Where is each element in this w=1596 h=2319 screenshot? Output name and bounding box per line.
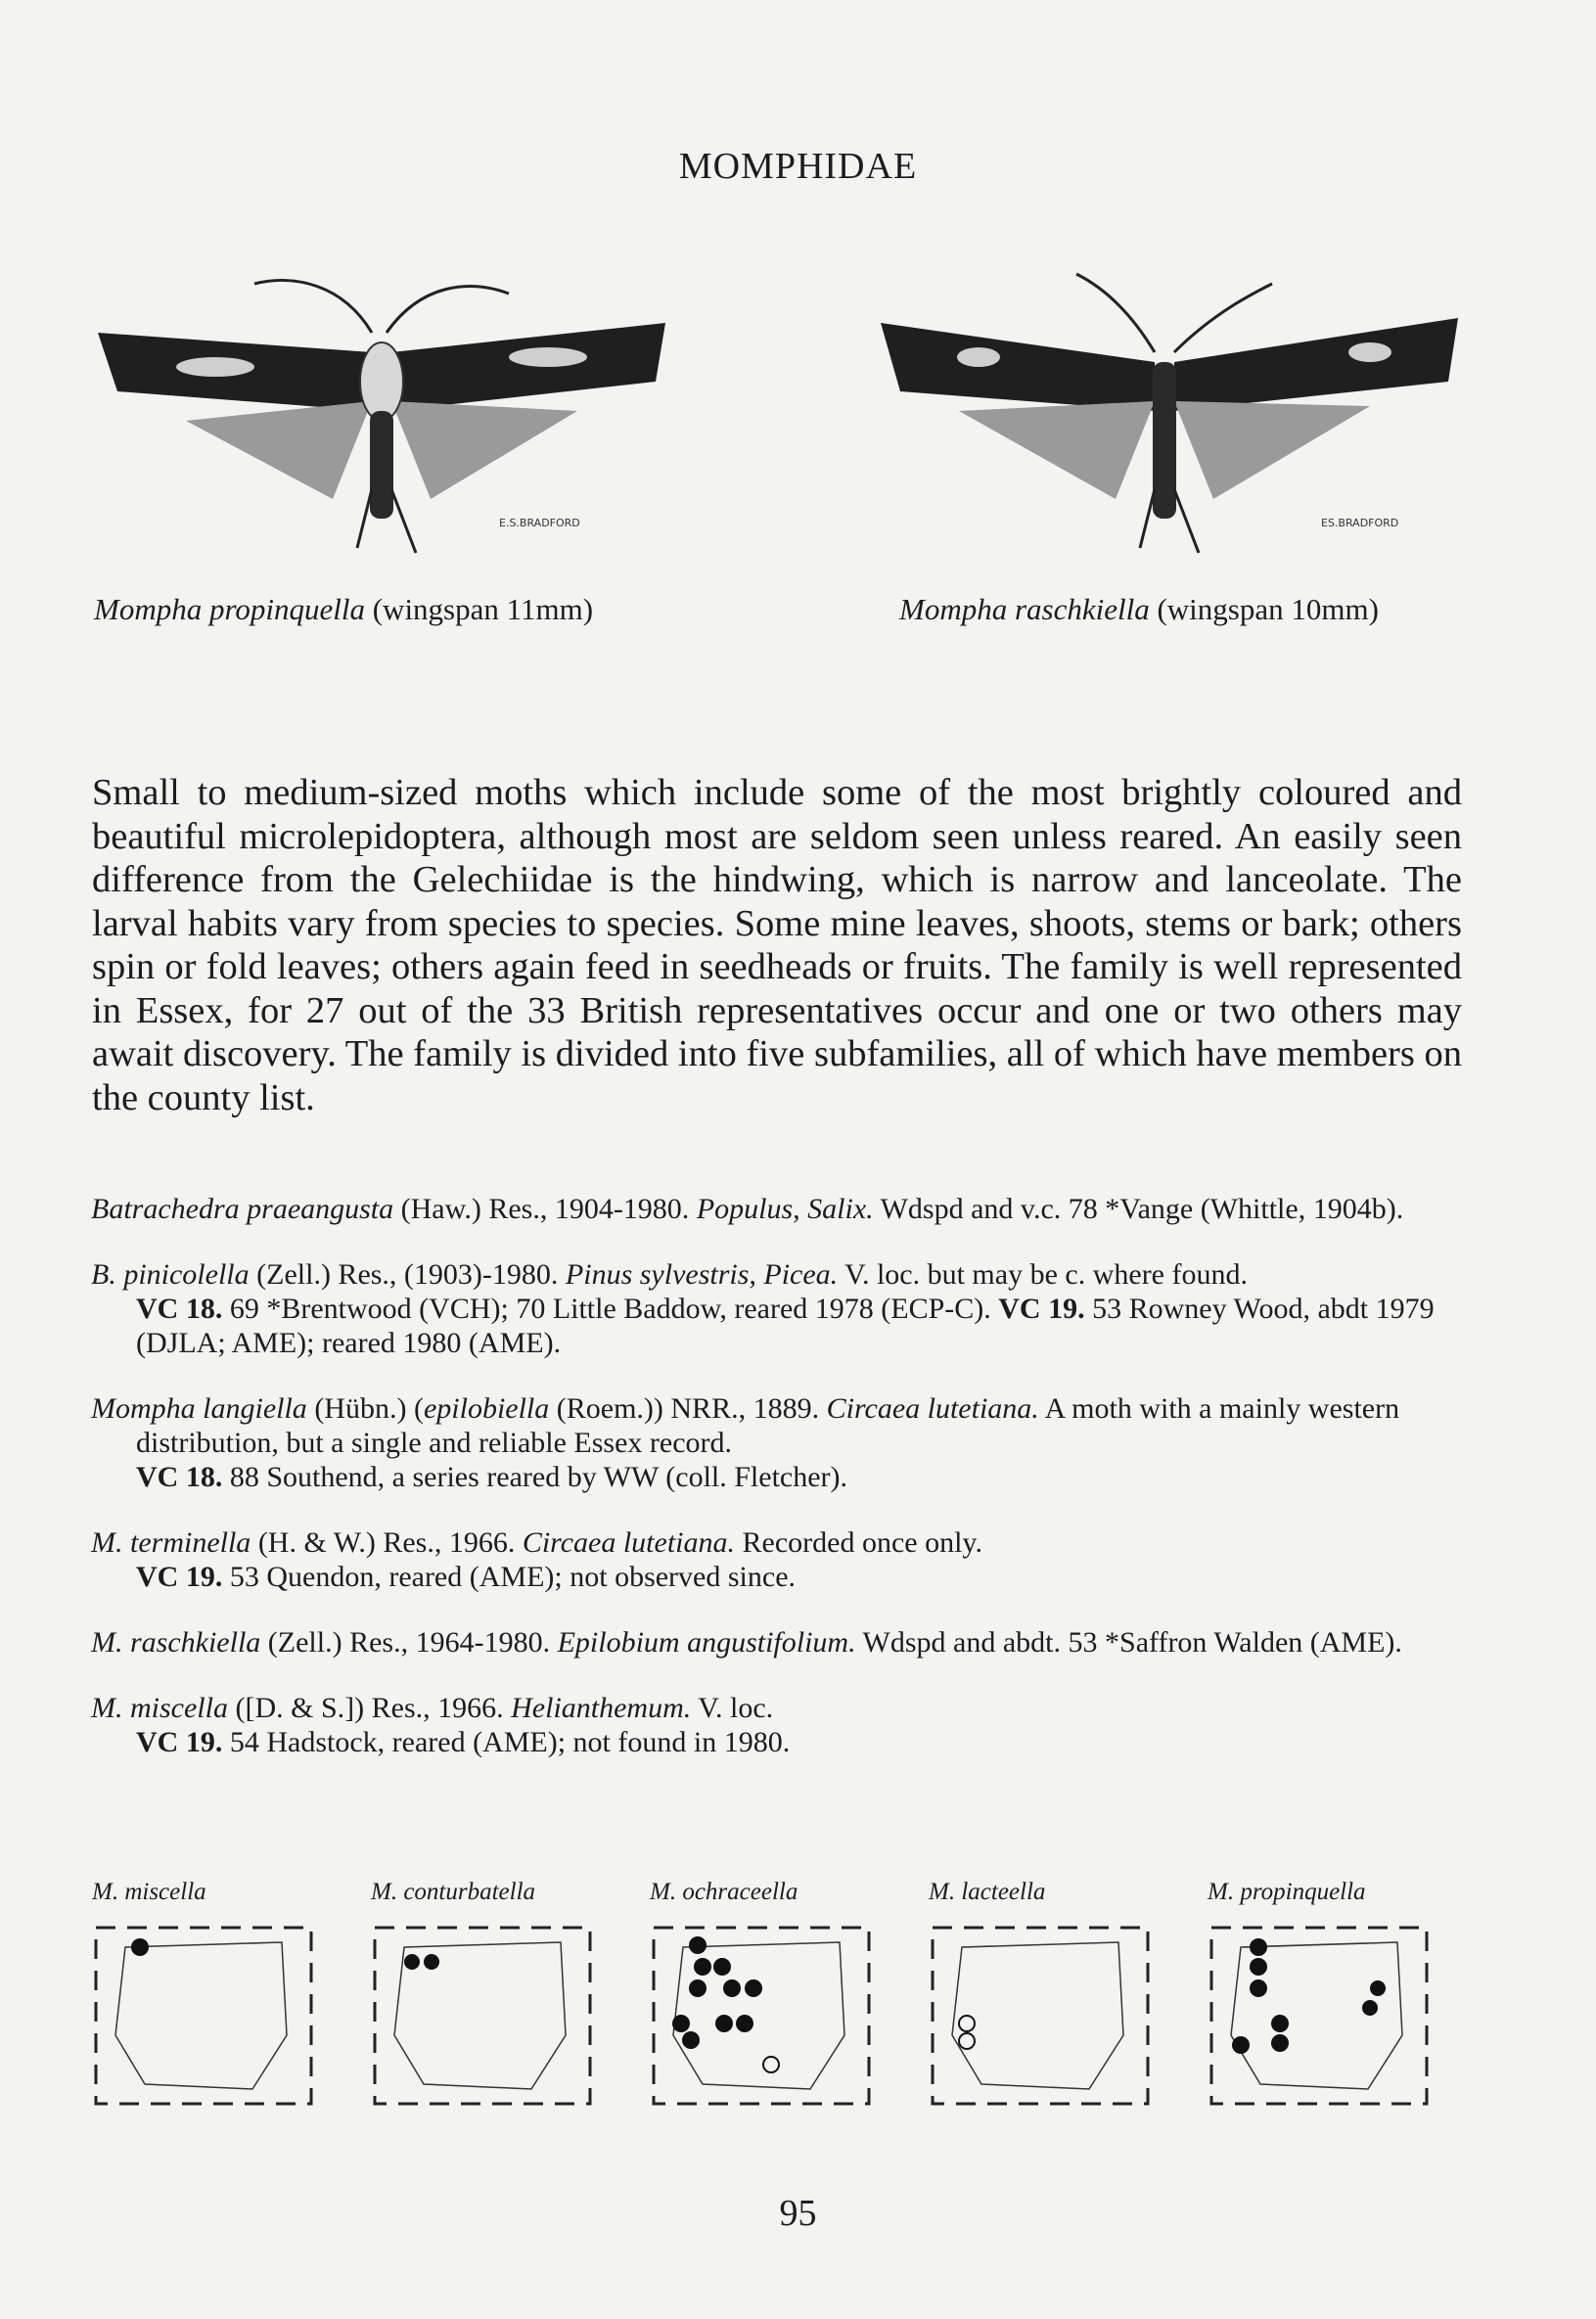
vice-county-label: VC 18.: [136, 1293, 223, 1325]
map-label: M. lacteella: [929, 1879, 1046, 1905]
species-notes: V. loc. but may be c. where found.: [838, 1258, 1248, 1291]
species-name: B. pinicolella: [91, 1258, 250, 1291]
foodplants: Circaea lutetiana.: [522, 1526, 736, 1559]
species-name: Mompha langiella: [91, 1392, 307, 1425]
species-notes: Wdspd and abdt. 53 *Saffron Walden (AME).: [855, 1626, 1402, 1659]
species-entry: [91, 1192, 1461, 1226]
vice-county-label: VC 18.: [136, 1461, 223, 1493]
caption-left-species: Mompha propinquella: [94, 592, 365, 626]
vice-county-label: VC 19.: [136, 1561, 223, 1593]
distribution-map-ochraceella: [644, 1879, 898, 2123]
distribution-map-miscella: [86, 1879, 341, 2123]
distribution-map-conturbatella: [365, 1879, 619, 2123]
species-details: (Zell.) Res., (1903)-1980.: [249, 1258, 566, 1291]
foodplants: Circaea lutetiana.: [826, 1392, 1039, 1425]
foodplants: Helianthemum.: [511, 1692, 692, 1724]
page-title: MOMPHIDAE: [678, 146, 918, 187]
map-label: M. conturbatella: [371, 1879, 536, 1905]
vice-county-records: 53 Rowney Wood, abdt 1979 (DJLA; AME); reared 1980 (AME).: [136, 1293, 1435, 1359]
map-label: M. propinquella: [1208, 1879, 1366, 1905]
species-entry: [91, 1525, 1461, 1594]
vice-county-records: 88 Southend, a series reared by WW (coll. Fletcher).: [222, 1461, 848, 1493]
species-entries: [91, 1192, 1461, 1791]
intro-paragraph: Small to medium-sized moths which include some of the most brightly coloured and beautiful microlepidoptera, although most are seldom seen unless reared. An easily seen difference from the Gelechiidae is the hindwing, which is narrow and lanceolate. The larval habits vary from species to species. Some mine leaves, shoots, stems or bark; others spin or fold leaves; others again feed in seedheads or fruits. The family is well represented in Essex, for 27 out of the 33 British representatives occur and one or two others may await discovery. The family is divided into five subfamilies, all of which have members on the county list.: [92, 772, 1462, 1118]
page-number: 95: [779, 2193, 817, 2234]
species-notes: Recorded once only.: [735, 1526, 982, 1559]
caption-right-desc: (wingspan 10mm): [1157, 592, 1379, 626]
vice-county-label: VC 19.: [136, 1726, 223, 1758]
map-drawing: [365, 1918, 600, 2114]
moth-illustration-propinquella: [78, 264, 714, 587]
distribution-map-lacteella: [923, 1879, 1177, 2123]
map-label: M. miscella: [92, 1879, 206, 1905]
vice-county-label: VC 19.: [998, 1293, 1085, 1325]
vice-county-records: 53 Quendon, reared (AME); not observed since.: [222, 1561, 797, 1593]
species-details: (Zell.) Res., 1964-1980.: [260, 1626, 558, 1659]
distribution-map-propinquella: [1202, 1879, 1456, 2123]
species-details: (Haw.) Res., 1904-1980.: [393, 1193, 697, 1225]
illustrator-signature-left: E.S.BRADFORD: [499, 517, 580, 529]
synonym: epilobiella: [423, 1392, 550, 1425]
species-notes: V. loc.: [691, 1692, 774, 1724]
species-details: (H. & W.) Res., 1966.: [251, 1526, 523, 1559]
caption-left-desc: (wingspan 11mm): [372, 592, 594, 626]
moth-drawing-right: [861, 264, 1497, 587]
species-entry: [91, 1257, 1461, 1360]
map-label: M. ochraceella: [650, 1879, 798, 1905]
map-drawing: [923, 1918, 1158, 2114]
distribution-maps: [86, 1879, 1456, 2133]
species-notes: A moth with a mainly western distribution, but a single and reliable Essex record.: [136, 1392, 1400, 1459]
caption-left: [94, 592, 593, 627]
caption-right: [899, 592, 1379, 627]
map-drawing: [86, 1918, 321, 2114]
caption-right-species: Mompha raschkiella: [899, 592, 1150, 626]
illustrator-signature-right: ES.BRADFORD: [1321, 517, 1399, 529]
moth-drawing-left: [78, 264, 714, 587]
moth-illustration-raschkiella: [861, 264, 1497, 587]
vice-county-records: 69 *Brentwood (VCH); 70 Little Baddow, reared 1978 (ECP-C).: [222, 1293, 999, 1325]
species-details: (Hübn.) (: [306, 1392, 424, 1425]
foodplants: Epilobium angustifolium.: [557, 1626, 856, 1659]
species-name: Batrachedra praeangusta: [91, 1193, 394, 1225]
map-drawing: [644, 1918, 879, 2114]
species-name: M. terminella: [91, 1526, 251, 1559]
foodplants: Populus, Salix.: [696, 1193, 874, 1225]
species-entry: [91, 1691, 1461, 1759]
species-entry: [91, 1391, 1461, 1494]
vice-county-records: 54 Hadstock, reared (AME); not found in 1980.: [222, 1726, 791, 1758]
map-drawing: [1202, 1918, 1436, 2114]
species-name: M. miscella: [91, 1692, 228, 1724]
species-name: M. raschkiella: [91, 1626, 261, 1659]
species-details-2: (Roem.)) NRR., 1889.: [549, 1392, 827, 1425]
species-entry: [91, 1625, 1461, 1660]
species-notes: Wdspd and v.c. 78 *Vange (Whittle, 1904b).: [873, 1193, 1404, 1225]
foodplants: Pinus sylvestris, Picea.: [565, 1258, 839, 1291]
species-details: ([D. & S.]) Res., 1966.: [227, 1692, 512, 1724]
